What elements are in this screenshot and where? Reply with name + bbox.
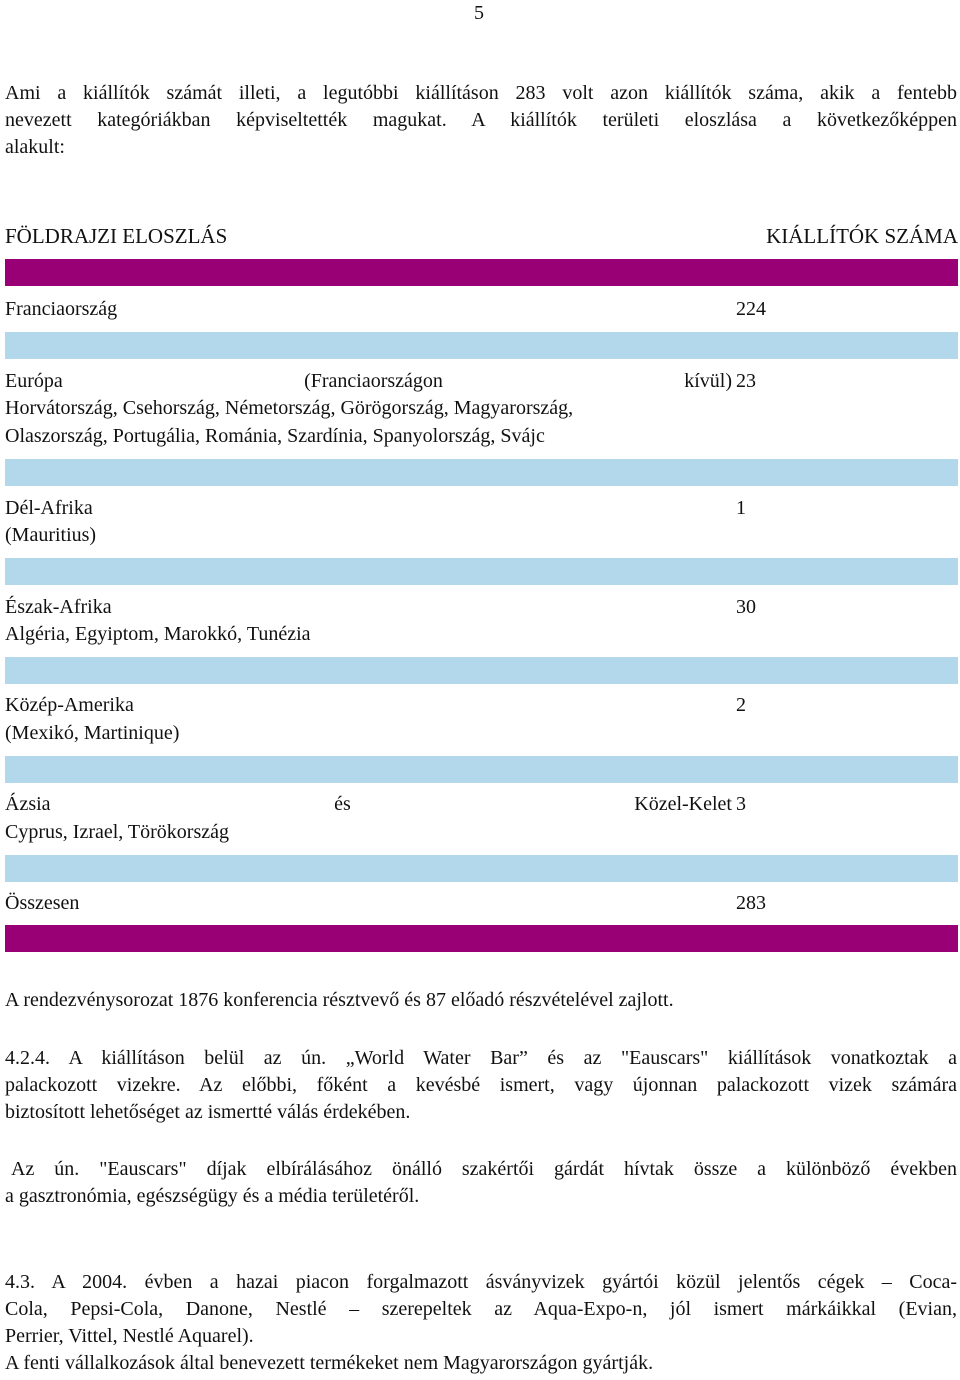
- table-header-bar: [5, 259, 958, 286]
- row-central-america-detail: (Mexikó, Martinique): [5, 722, 180, 744]
- paragraph-eauscars-line-2: a gasztronómia, egészségügy és a média területéről.: [5, 1185, 420, 1207]
- row-europe-name-c: kívül): [684, 370, 732, 392]
- row-north-africa-name: Észak-Afrika: [5, 596, 112, 618]
- row-separator: [5, 657, 958, 684]
- intro-line-3: alakult:: [5, 136, 65, 158]
- row-asia-detail: Cyprus, Izrael, Törökország: [5, 821, 230, 843]
- row-asia-name-a: Ázsia: [5, 793, 51, 815]
- paragraph-eauscars-line-1: Az ún. "Eauscars" díjak elbírálásához önálló szakértői gárdát hívtak össze a különböző években: [11, 1158, 957, 1180]
- row-separator: [5, 332, 958, 359]
- row-separator: [5, 459, 958, 486]
- row-north-africa-count: 30: [736, 596, 756, 618]
- table-footer-bar: [5, 925, 958, 952]
- intro-line-1: Ami a kiállítók számát illeti, a legutóbbi kiállításon 283 volt azon kiállítók száma, akik a fentebb: [5, 82, 957, 104]
- row-europe-name: [5, 368, 732, 395]
- row-central-america-count: 2: [736, 694, 746, 716]
- intro-line-2: nevezett kategóriákban képviseltették magukat. A kiállítók területi eloszlása a következőképpen: [5, 109, 957, 131]
- paragraph-production: A fenti vállalkozások által benevezett termékeket nem Magyarországon gyártják.: [5, 1352, 654, 1374]
- row-asia-count: 3: [736, 793, 746, 815]
- row-europe-count: 23: [736, 370, 756, 392]
- table-header-count: KIÁLLÍTÓK SZÁMA: [766, 224, 958, 248]
- row-north-africa-detail: Algéria, Egyiptom, Marokkó, Tunézia: [5, 623, 311, 645]
- paragraph-world-water-bar-line-1: 4.2.4. A kiállításon belül az ún. „World Water Bar” és az "Eauscars" kiállítások vonatkoztak a: [5, 1047, 957, 1069]
- row-total-name: Összesen: [5, 892, 80, 914]
- paragraph-world-water-bar-line-3: biztosított lehetőséget az ismertté válás érdekében.: [5, 1101, 411, 1123]
- row-south-africa-detail: (Mauritius): [5, 524, 97, 546]
- paragraph-companies-line-3: Perrier, Vittel, Nestlé Aquarel).: [5, 1325, 254, 1347]
- row-asia-name-b: és: [334, 793, 351, 815]
- paragraph-companies-line-2: Cola, Pepsi-Cola, Danone, Nestlé – szerepeltek az Aqua-Expo-n, jól ismert márkáikkal (Evian,: [5, 1298, 957, 1320]
- table-header-geo: FÖLDRAJZI ELOSZLÁS: [5, 224, 228, 248]
- row-europe-detail-2: Olaszország, Portugália, Románia, Szardínia, Spanyolország, Svájc: [5, 425, 545, 447]
- row-separator: [5, 855, 958, 882]
- row-central-america-name: Közép-Amerika: [5, 694, 134, 716]
- row-asia-name: [5, 791, 732, 818]
- row-asia-name-c: Közel-Kelet: [634, 793, 732, 815]
- row-europe-name-b: (Franciaországon: [304, 370, 443, 392]
- paragraph-world-water-bar-line-2: palackozott vizekre. Az előbbi, főként a kevésbé ismert, vagy újonnan palackozott vizek számára: [5, 1074, 957, 1096]
- row-south-africa-name: Dél-Afrika: [5, 497, 93, 519]
- paragraph-companies-line-1: 4.3. A 2004. évben a hazai piacon forgalmazott ásványvizek gyártói közül jelentős cégek – Coca-: [5, 1271, 957, 1293]
- row-europe-name-a: Európa: [5, 370, 63, 392]
- row-separator: [5, 558, 958, 585]
- page-number: 5: [474, 2, 484, 24]
- paragraph-conference: A rendezvénysorozat 1876 konferencia résztvevő és 87 előadó részvételével zajlott.: [5, 989, 674, 1011]
- row-europe-detail-1: Horvátország, Csehország, Németország, Görögország, Magyarország,: [5, 397, 574, 419]
- row-south-africa-count: 1: [736, 497, 746, 519]
- row-france-count: 224: [736, 298, 766, 320]
- row-france-name: Franciaország: [5, 298, 118, 320]
- row-separator: [5, 756, 958, 783]
- row-total-count: 283: [736, 892, 766, 914]
